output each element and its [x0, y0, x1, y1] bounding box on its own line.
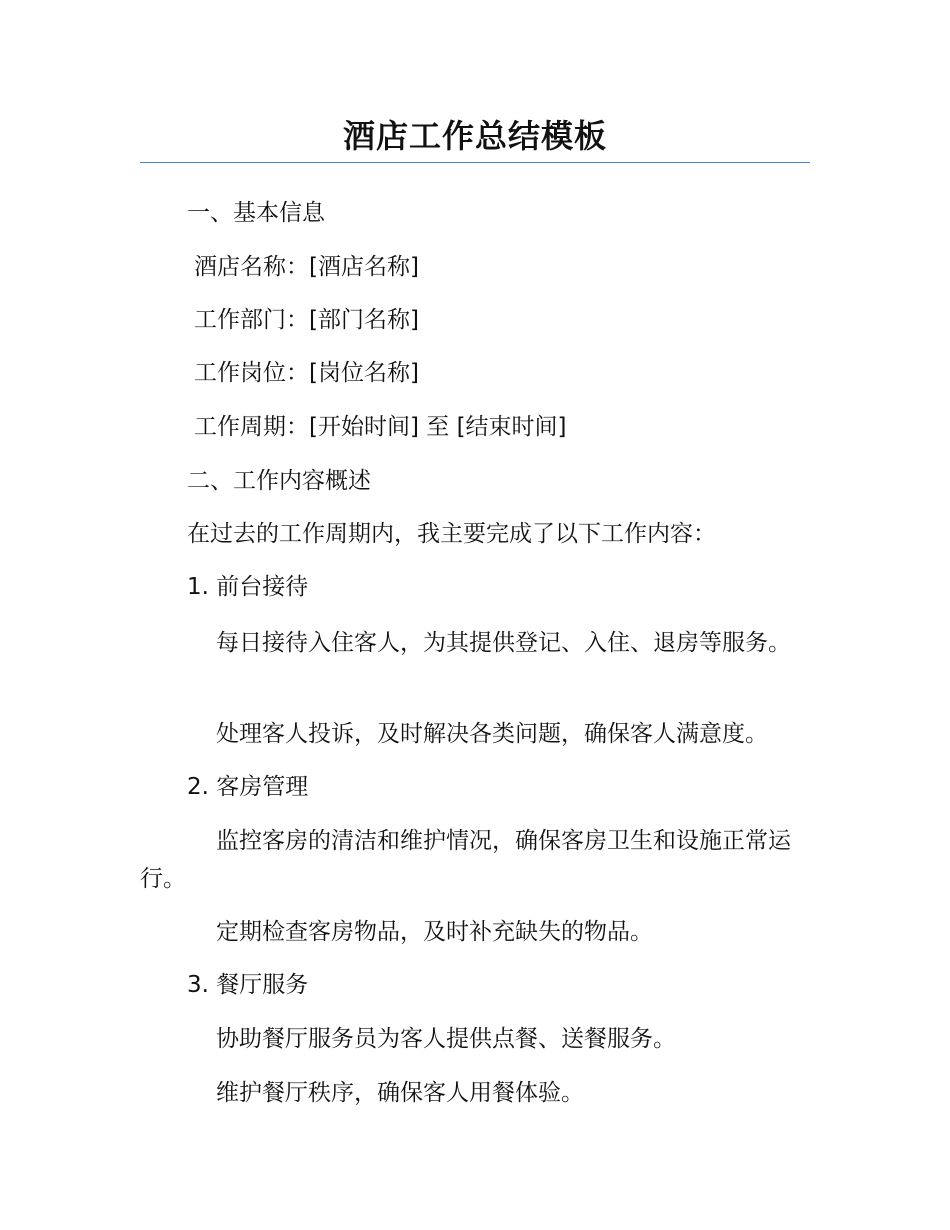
- field-department: 工作部门：[部门名称]: [194, 307, 419, 333]
- title-divider: [140, 162, 810, 163]
- list-item: 监控客房的清洁和维护情况，确保客房卫生和设施正常运行。: [140, 828, 791, 892]
- list-item: 协助餐厅服务员为客人提供点餐、送餐服务。: [216, 1026, 676, 1052]
- section-heading-basic-info: 一、基本信息: [187, 200, 325, 226]
- field-position: 工作岗位：[岗位名称]: [194, 360, 419, 386]
- section-intro: 在过去的工作周期内，我主要完成了以下工作内容：: [187, 521, 716, 547]
- list-item: 每日接待入住客人，为其提供登记、入住、退房等服务。: [216, 630, 791, 656]
- item-heading-room-management: 2. 客房管理: [187, 774, 309, 800]
- section-heading-work-overview: 二、工作内容概述: [187, 468, 371, 494]
- document-title: 酒店工作总结模板: [342, 117, 607, 155]
- list-item: 维护餐厅秩序，确保客人用餐体验。: [216, 1080, 584, 1106]
- item-heading-restaurant-service: 3. 餐厅服务: [187, 972, 309, 998]
- field-period: 工作周期：[开始时间] 至 [结束时间]: [194, 414, 567, 440]
- list-item: 定期检查客房物品，及时补充缺失的物品。: [216, 919, 653, 945]
- item-heading-front-desk: 1. 前台接待: [187, 574, 309, 600]
- list-item: 处理客人投诉，及时解决各类问题，确保客人满意度。: [216, 721, 768, 747]
- field-hotel-name: 酒店名称：[酒店名称]: [194, 254, 419, 280]
